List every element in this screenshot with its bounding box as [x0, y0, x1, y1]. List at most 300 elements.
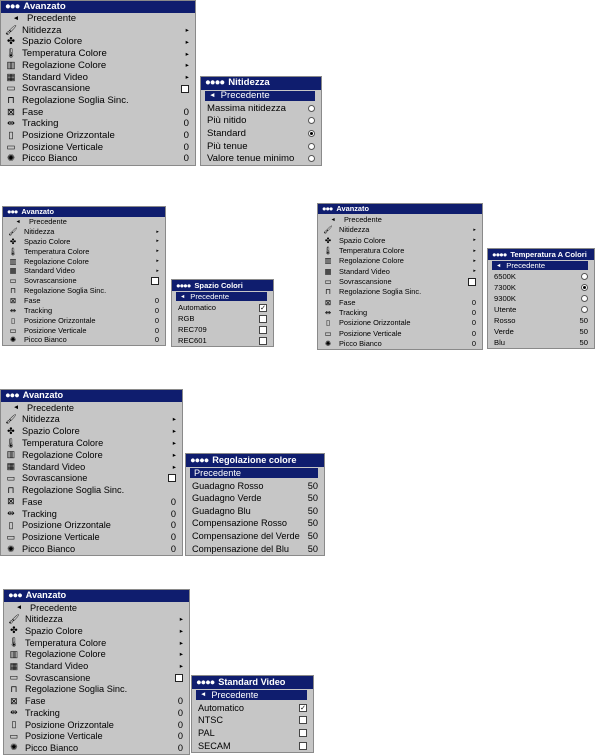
option-pi-nitido[interactable] [201, 115, 321, 128]
menu-item-label: Fase [22, 106, 44, 118]
radio-unselected[interactable] [581, 295, 588, 302]
option-verde[interactable] [488, 326, 594, 337]
option-value: 50 [579, 338, 588, 347]
menu-item-standard-video[interactable] [1, 461, 182, 473]
overscan-icon: ▭ [9, 672, 19, 683]
menu-item-label: Regolazione Soglia Sinc. [22, 485, 125, 496]
option-pi-tenue[interactable] [201, 140, 321, 153]
option-rec601[interactable] [172, 335, 273, 346]
menu-item-fase[interactable] [1, 106, 195, 118]
radio-unselected[interactable] [308, 143, 315, 150]
option-label: PAL [198, 727, 215, 738]
vertical-position-icon: ▭ [324, 328, 332, 338]
back-item[interactable] [205, 91, 315, 102]
white-peak-icon: ✺ [9, 335, 17, 345]
menu-item-label: Standard Video [22, 71, 88, 83]
menu-item-sovrascansione[interactable] [1, 83, 195, 95]
menu-item-fase[interactable] [1, 496, 182, 508]
back-label: Precedente [506, 261, 546, 270]
menu-item-label: Sovrascansione [22, 473, 88, 484]
menu-item-temperatura-colore[interactable] [318, 245, 482, 255]
tracking-icon: ⇹ [7, 508, 15, 519]
arrow-right-icon: ▸ [473, 247, 476, 254]
menu-item-fase[interactable] [3, 296, 165, 306]
menu-item-sovrascansione[interactable] [3, 276, 165, 286]
menu-item-posizione-orizzontale[interactable] [1, 520, 182, 532]
menu-item-label: Regolazione Soglia Sinc. [24, 286, 107, 296]
back-item[interactable] [492, 261, 588, 270]
option-rgb[interactable] [172, 313, 273, 324]
menu-title [318, 204, 482, 214]
menu-item-standard-video[interactable] [318, 266, 482, 276]
menu-item-regolazione-soglia-sinc[interactable] [318, 287, 482, 297]
menu-item-label: Posizione Verticale [22, 532, 100, 543]
option-label: 6500K [494, 272, 516, 281]
option-secam[interactable] [192, 739, 313, 752]
checkbox-unchecked[interactable] [259, 315, 267, 323]
overscan-checkbox[interactable] [468, 278, 476, 286]
option-rec709[interactable] [172, 324, 273, 335]
menu-item-label: Tracking [22, 508, 57, 519]
menu-item-tracking[interactable] [318, 307, 482, 317]
option-compensazione-rosso[interactable] [186, 517, 324, 530]
menu-item-label: Temperatura Colore [24, 246, 90, 256]
regolazione-colore-submenu [185, 453, 325, 556]
menu-item-posizione-verticale[interactable] [1, 141, 195, 153]
advanced-menu-2 [2, 206, 166, 346]
back-label: Precedente [344, 215, 382, 225]
radio-selected[interactable] [308, 130, 315, 137]
checkbox-checked[interactable] [259, 304, 267, 312]
menu-title [1, 390, 182, 402]
menu-item-value: 0 [154, 325, 159, 335]
horizontal-position-icon: ▯ [10, 315, 16, 325]
option-label: Verde [494, 327, 514, 336]
arrow-right-icon: ▸ [156, 228, 159, 235]
menu-title [4, 590, 189, 602]
menu-item-spazio-colore[interactable] [318, 235, 482, 245]
option-label: Guadagno Verde [192, 493, 262, 504]
arrow-right-icon: ▸ [156, 258, 159, 265]
menu-item-label: Tracking [24, 305, 53, 315]
tracking-icon: ⇹ [6, 118, 16, 130]
title-dots-icon: ●●● [322, 204, 333, 213]
video-standard-icon: ▦ [324, 266, 332, 276]
title-dots-icon: ●●● [5, 1, 20, 12]
checkbox-unchecked[interactable] [259, 337, 267, 345]
video-standard-icon: ▦ [6, 461, 16, 472]
option-label: Compensazione del Verde [192, 531, 300, 542]
menu-item-posizione-orizzontale[interactable] [1, 130, 195, 142]
arrow-right-icon: ▸ [185, 62, 189, 70]
arrow-right-icon: ▸ [156, 238, 159, 245]
option-label: NTSC [198, 715, 224, 726]
menu-item-label: Standard Video [22, 461, 86, 472]
option-utente[interactable] [488, 304, 594, 315]
arrow-right-icon: ▸ [156, 267, 159, 274]
submenu-title-text: Regolazione colore [212, 455, 297, 465]
option-label: Automatico [178, 303, 216, 312]
back-arrow-icon: ◄ [200, 691, 207, 699]
submenu-title-text: Spazio Colori [194, 281, 243, 290]
sync-threshold-icon: ⊓ [10, 286, 16, 296]
menu-item-value: 0 [154, 335, 159, 345]
back-arrow-icon: ◄ [12, 15, 20, 23]
menu-title-text: Avanzato [336, 204, 369, 213]
menu-item-nitidezza[interactable] [1, 24, 195, 36]
menu-item-label: Picco Bianco [22, 153, 78, 165]
menu-item-value: 0 [183, 130, 189, 142]
menu-item-posizione-verticale[interactable] [1, 531, 182, 543]
menu-item-label: Temperatura Colore [339, 246, 405, 256]
menu-item-label: Regolazione Colore [24, 256, 89, 266]
menu-item-label: Nitidezza [22, 414, 60, 425]
option-compensazione-del-verde[interactable] [186, 530, 324, 543]
color-bars-icon: ▥ [9, 648, 19, 659]
arrow-right-icon: ▸ [179, 616, 183, 624]
back-item[interactable] [4, 602, 189, 614]
menu-item-value: 0 [170, 520, 176, 531]
menu-item-label: Posizione Orizzontale [24, 315, 96, 325]
option-blu[interactable] [488, 337, 594, 348]
color-bars-icon: ▥ [9, 256, 17, 266]
menu-item-sovrascansione[interactable] [318, 276, 482, 286]
menu-item-posizione-verticale[interactable] [318, 328, 482, 338]
radio-unselected[interactable] [308, 117, 315, 124]
menu-item-sovrascansione[interactable] [4, 672, 189, 684]
radio-unselected[interactable] [581, 273, 588, 280]
option-valore-tenue-minimo[interactable] [201, 152, 321, 165]
arrow-right-icon: ▸ [172, 463, 176, 471]
menu-item-regolazione-colore[interactable] [1, 60, 195, 72]
option-7300k[interactable] [488, 282, 594, 293]
submenu-title [192, 676, 313, 689]
horizontal-position-icon: ▯ [8, 519, 14, 530]
back-item[interactable] [176, 292, 267, 301]
option-guadagno-verde[interactable] [186, 492, 324, 505]
option-compensazione-del-blu[interactable] [186, 542, 324, 555]
menu-item-label: Temperatura Colore [22, 48, 107, 60]
radio-unselected[interactable] [581, 306, 588, 313]
tracking-icon: ⇹ [10, 707, 18, 718]
menu-item-regolazione-soglia-sinc[interactable] [4, 684, 189, 696]
menu-item-fase[interactable] [318, 297, 482, 307]
option-value: 50 [307, 543, 318, 554]
arrow-right-icon: ▸ [172, 428, 176, 436]
menu-item-label: Posizione Verticale [339, 328, 402, 338]
vertical-position-icon: ▭ [9, 325, 17, 335]
menu-item-spazio-colore[interactable] [3, 237, 165, 247]
option-label: Più nitido [207, 115, 247, 127]
arrow-right-icon: ▸ [185, 50, 189, 58]
menu-item-label: Sovrascansione [22, 83, 91, 95]
menu-item-spazio-colore[interactable] [1, 36, 195, 48]
menu-item-tracking[interactable] [1, 118, 195, 130]
menu-item-label: Picco Bianco [25, 742, 79, 753]
back-item[interactable] [196, 690, 307, 701]
radio-selected[interactable] [581, 284, 588, 291]
option-automatico[interactable] [172, 302, 273, 313]
menu-item-value: 0 [154, 305, 159, 315]
menu-item-label: Regolazione Soglia Sinc. [22, 94, 129, 106]
menu-item-label: Regolazione Colore [22, 449, 103, 460]
menu-item-label: Nitidezza [339, 225, 370, 235]
menu-item-label: Spazio Colore [25, 625, 83, 636]
arrow-right-icon: ▸ [172, 440, 176, 448]
menu-item-label: Picco Bianco [24, 335, 67, 345]
sync-threshold-icon: ⊓ [7, 484, 15, 495]
color-dots-icon: ✤ [6, 36, 16, 48]
menu-item-temperatura-colore[interactable] [4, 637, 189, 649]
menu-item-regolazione-colore[interactable] [4, 649, 189, 661]
menu-item-label: Fase [25, 696, 46, 707]
option-label: Compensazione del Blu [192, 543, 290, 554]
menu-item-regolazione-soglia-sinc[interactable] [1, 484, 182, 496]
menu-item-temperatura-colore[interactable] [3, 246, 165, 256]
menu-item-regolazione-colore[interactable] [318, 256, 482, 266]
back-label: Precedente [190, 292, 230, 301]
back-item[interactable] [190, 468, 318, 479]
menu-item-label: Regolazione Soglia Sinc. [25, 684, 128, 695]
menu-title-text: Avanzato [23, 1, 66, 12]
menu-item-standard-video[interactable] [1, 71, 195, 83]
menu-item-label: Picco Bianco [339, 339, 382, 349]
option-rosso[interactable] [488, 315, 594, 326]
menu-item-temperatura-colore[interactable] [1, 437, 182, 449]
menu-item-value: 0 [183, 106, 189, 118]
checkbox-checked[interactable] [299, 704, 307, 712]
menu-item-label: Tracking [339, 308, 368, 318]
back-item[interactable] [1, 402, 182, 414]
menu-item-spazio-colore[interactable] [4, 625, 189, 637]
menu-item-picco-bianco[interactable] [1, 153, 195, 165]
menu-item-fase[interactable] [4, 695, 189, 707]
arrow-right-icon: ▸ [179, 651, 183, 659]
arrow-right-icon: ▸ [473, 237, 476, 244]
menu-item-label: Sovrascansione [25, 672, 91, 683]
menu-item-value: 0 [471, 318, 476, 328]
menu-item-regolazione-soglia-sinc[interactable] [1, 95, 195, 107]
arrow-right-icon: ▸ [179, 639, 183, 647]
radio-unselected[interactable] [308, 155, 315, 162]
menu-item-label: Picco Bianco [22, 544, 76, 555]
overscan-checkbox[interactable] [168, 474, 176, 482]
brush-icon: 🖌 [323, 225, 333, 235]
option-value: 50 [307, 531, 318, 542]
menu-item-posizione-verticale[interactable] [3, 325, 165, 335]
menu-item-regolazione-soglia-sinc[interactable] [3, 286, 165, 296]
menu-item-label: Fase [339, 297, 356, 307]
checkbox-unchecked[interactable] [299, 716, 307, 724]
menu-item-label: Standard Video [25, 661, 89, 672]
phase-icon: ⊠ [7, 496, 15, 507]
phase-icon: ⊠ [9, 296, 17, 306]
menu-item-posizione-verticale[interactable] [4, 730, 189, 742]
back-item[interactable] [318, 214, 482, 224]
arrow-right-icon: ▸ [179, 627, 183, 635]
menu-item-nitidezza[interactable] [4, 613, 189, 625]
overscan-checkbox[interactable] [175, 674, 183, 682]
menu-item-standard-video[interactable] [4, 660, 189, 672]
menu-item-label: Standard Video [24, 266, 75, 276]
vertical-position-icon: ▭ [6, 531, 16, 542]
menu-item-label: Posizione Verticale [24, 325, 87, 335]
menu-item-label: Standard Video [339, 266, 390, 276]
menu-item-label: Spazio Colore [24, 236, 71, 246]
arrow-right-icon: ▸ [179, 663, 183, 671]
menu-item-posizione-orizzontale[interactable] [318, 318, 482, 328]
menu-item-value: 0 [471, 308, 476, 318]
option-value: 50 [579, 316, 588, 325]
menu-item-label: Posizione Verticale [22, 141, 104, 153]
menu-title-text: Avanzato [25, 590, 67, 600]
menu-item-value: 0 [154, 296, 159, 306]
option-automatico[interactable] [192, 701, 313, 714]
overscan-checkbox[interactable] [181, 85, 189, 93]
menu-item-tracking[interactable] [4, 707, 189, 719]
option-value: 50 [307, 480, 318, 491]
menu-item-picco-bianco[interactable] [3, 335, 165, 345]
option-label: RGB [178, 314, 195, 323]
back-arrow-icon: ◄ [15, 604, 23, 612]
menu-item-picco-bianco[interactable] [4, 742, 189, 754]
menu-item-picco-bianco[interactable] [318, 338, 482, 348]
color-dots-icon: ✤ [10, 625, 18, 636]
menu-item-label: Sovrascansione [24, 276, 77, 286]
option-guadagno-rosso[interactable] [186, 479, 324, 492]
menu-item-value: 0 [154, 315, 159, 325]
option-massima-nitidezza[interactable] [201, 102, 321, 115]
checkbox-unchecked[interactable] [299, 729, 307, 737]
menu-item-posizione-orizzontale[interactable] [4, 719, 189, 731]
checkbox-unchecked[interactable] [299, 742, 307, 750]
menu-item-label: Spazio Colore [22, 426, 80, 437]
menu-item-value: 0 [177, 707, 183, 718]
submenu-title-text: Temperatura A Colori [510, 250, 587, 259]
menu-item-tracking[interactable] [1, 508, 182, 520]
menu-item-label: Temperatura Colore [22, 438, 104, 449]
submenu-title [201, 77, 321, 90]
submenu-title [488, 249, 594, 260]
menu-item-picco-bianco[interactable] [1, 543, 182, 555]
radio-unselected[interactable] [308, 105, 315, 112]
menu-item-label: Temperatura Colore [25, 637, 107, 648]
horizontal-position-icon: ▯ [11, 719, 17, 730]
option-label: Blu [494, 338, 505, 347]
menu-item-nitidezza[interactable] [1, 414, 182, 426]
menu-item-label: Regolazione Colore [25, 649, 106, 660]
submenu-title [186, 454, 324, 467]
menu-item-standard-video[interactable] [3, 266, 165, 276]
title-dots-icon: ●●● [7, 207, 18, 216]
overscan-icon: ▭ [9, 276, 17, 286]
back-item[interactable] [3, 217, 165, 227]
option-standard[interactable] [201, 127, 321, 140]
option-pal[interactable] [192, 727, 313, 740]
option-ntsc[interactable] [192, 714, 313, 727]
arrow-right-icon: ▸ [473, 268, 476, 275]
sync-threshold-icon: ⊓ [10, 683, 18, 694]
menu-item-sovrascansione[interactable] [1, 472, 182, 484]
title-dots-icon: ●●●● [190, 455, 209, 465]
menu-item-label: Nitidezza [25, 614, 63, 625]
title-dots-icon: ●●●● [176, 281, 191, 290]
menu-item-label: Spazio Colore [339, 235, 386, 245]
overscan-icon: ▭ [6, 472, 16, 483]
menu-item-value: 0 [183, 118, 189, 130]
menu-item-value: 0 [177, 696, 183, 707]
video-standard-icon: ▦ [6, 71, 16, 83]
option-9300k[interactable] [488, 293, 594, 304]
brush-icon: 🖌 [8, 613, 20, 624]
vertical-position-icon: ▭ [6, 141, 16, 153]
menu-item-value: 0 [177, 731, 183, 742]
menu-item-spazio-colore[interactable] [1, 425, 182, 437]
option-label: Compensazione Rosso [192, 518, 287, 529]
menu-item-label: Spazio Colore [22, 36, 83, 48]
menu-item-value: 0 [170, 544, 176, 555]
horizontal-position-icon: ▯ [325, 318, 331, 328]
menu-item-regolazione-colore[interactable] [1, 449, 182, 461]
white-peak-icon: ✺ [7, 543, 15, 554]
menu-item-regolazione-colore[interactable] [3, 256, 165, 266]
back-label: Precedente [27, 402, 74, 413]
menu-item-posizione-orizzontale[interactable] [3, 315, 165, 325]
option-label: Automatico [198, 702, 244, 713]
color-dots-icon: ✤ [7, 425, 15, 436]
color-bars-icon: ▥ [6, 449, 16, 460]
menu-item-label: Nitidezza [24, 227, 55, 237]
menu-item-tracking[interactable] [3, 305, 165, 315]
thermometer-icon: 🌡 [4, 48, 18, 60]
checkbox-unchecked[interactable] [259, 326, 267, 334]
color-bars-icon: ▥ [6, 59, 16, 71]
option-label: Più tenue [207, 140, 248, 152]
back-item[interactable] [1, 13, 195, 25]
menu-item-label: Posizione Orizzontale [25, 719, 114, 730]
option-value: 50 [307, 493, 318, 504]
option-guadagno-blu[interactable] [186, 505, 324, 518]
back-arrow-icon: ◄ [15, 218, 21, 225]
menu-item-label: Fase [24, 296, 41, 306]
thermometer-icon: 🌡 [5, 437, 17, 448]
color-dots-icon: ✤ [9, 236, 17, 246]
back-arrow-icon: ◄ [209, 92, 216, 100]
menu-item-value: 0 [170, 496, 176, 507]
video-standard-icon: ▦ [9, 660, 19, 671]
menu-item-nitidezza[interactable] [3, 227, 165, 237]
menu-item-nitidezza[interactable] [318, 225, 482, 235]
menu-item-temperatura-colore[interactable] [1, 48, 195, 60]
menu-title-text: Avanzato [21, 207, 54, 216]
option-label: Valore tenue minimo [207, 153, 295, 165]
arrow-right-icon: ▸ [473, 257, 476, 264]
menu-item-value: 0 [170, 532, 176, 543]
menu-item-value: 0 [177, 719, 183, 730]
phase-icon: ⊠ [10, 695, 18, 706]
sync-threshold-icon: ⊓ [7, 94, 15, 106]
title-dots-icon: ●●●● [196, 677, 215, 687]
nitidezza-submenu [200, 76, 322, 166]
menu-title [1, 1, 195, 13]
option-label: Guadagno Blu [192, 505, 251, 516]
menu-item-label: Regolazione Colore [22, 59, 107, 71]
overscan-checkbox[interactable] [151, 277, 159, 285]
option-6500k[interactable] [488, 271, 594, 282]
option-label: Utente [494, 305, 517, 314]
color-bars-icon: ▥ [324, 256, 332, 266]
title-dots-icon: ●●● [5, 390, 19, 400]
